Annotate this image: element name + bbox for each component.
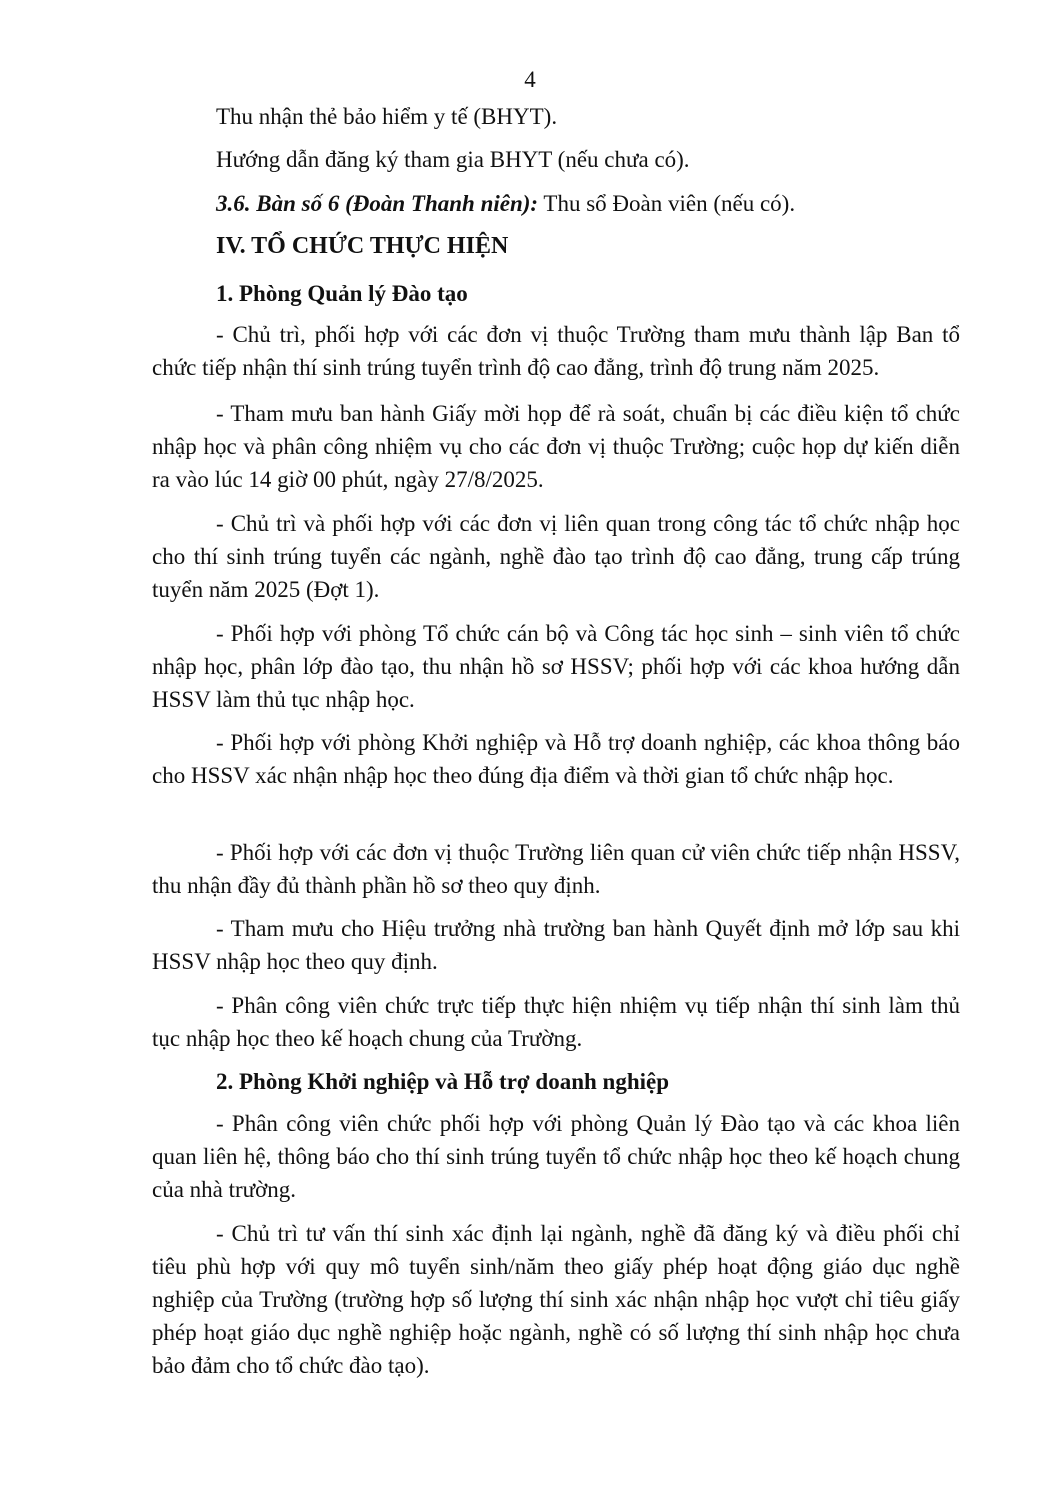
item-3-6-lead: 3.6. Bàn số 6 (Đoàn Thanh niên): [216, 191, 539, 216]
subsection-1-heading: 1. Phòng Quản lý Đào tạo [216, 281, 468, 306]
intro-line-bhyt-guide: Hướng dẫn đăng ký tham gia BHYT (nếu chưa có). [216, 147, 690, 172]
sub1-paragraph: - Phối hợp với phòng Khởi nghiệp và Hỗ trợ doanh nghiệp, các khoa thông báo cho HSSV xác nhận nhập học theo đúng địa điểm và thời gian tổ chức nhập học. [152, 730, 960, 788]
sub1-paragraph: - Chủ trì và phối hợp với các đơn vị liên quan trong công tác tổ chức nhập học cho thí sinh trúng tuyển các ngành, nghề đào tạo trình độ cao đẳng, trung cấp trúng tuyển năm 2025 (Đợt 1). [152, 511, 960, 602]
sub1-paragraph: - Phối hợp với các đơn vị thuộc Trường liên quan cử viên chức tiếp nhận HSSV, thu nhận đầy đủ thành phần hồ sơ theo quy định. [152, 840, 960, 898]
intro-line-bhyt-card: Thu nhận thẻ bảo hiểm y tế (BHYT). [216, 104, 558, 129]
sub1-paragraph: - Tham mưu ban hành Giấy mời họp để rà soát, chuẩn bị các điều kiện tổ chức nhập học và phân công nhiệm vụ cho các đơn vị thuộc Trường; cuộc họp dự kiến diễn ra vào lúc 14 giờ 00 phút, ngày 27/8/2025. [152, 401, 960, 492]
item-3-6-text: Thu sổ Đoàn viên (nếu có). [538, 191, 796, 216]
section-iv-heading: IV. TỔ CHỨC THỰC HIỆN [216, 233, 509, 259]
sub1-paragraph: - Phân công viên chức trực tiếp thực hiện nhiệm vụ tiếp nhận thí sinh làm thủ tục nhập học theo kế hoạch chung của Trường. [152, 993, 960, 1051]
subsection-2-heading: 2. Phòng Khởi nghiệp và Hỗ trợ doanh nghiệp [216, 1069, 670, 1094]
page-number: 4 [524, 67, 536, 92]
item-3-6 [216, 190, 960, 218]
sub1-paragraph: - Tham mưu cho Hiệu trưởng nhà trường ban hành Quyết định mở lớp sau khi HSSV nhập học theo quy định. [152, 916, 960, 974]
sub2-paragraph: - Phân công viên chức phối hợp với phòng Quản lý Đào tạo và các khoa liên quan liên hệ, thông báo cho thí sinh trúng tuyển tổ chức nhập học theo kế hoạch chung của nhà trường. [152, 1111, 960, 1202]
sub1-paragraph: - Phối hợp với phòng Tổ chức cán bộ và Công tác học sinh – sinh viên tổ chức nhập học, phân lớp đào tạo, thu nhận hồ sơ HSSV; phối hợp với các khoa hướng dẫn HSSV làm thủ tục nhập học. [152, 621, 960, 712]
sub1-paragraph: - Chủ trì, phối hợp với các đơn vị thuộc Trường tham mưu thành lập Ban tổ chức tiếp nhận thí sinh trúng tuyển trình độ cao đẳng, trình độ trung năm 2025. [152, 322, 960, 380]
sub2-paragraph: - Chủ trì tư vấn thí sinh xác định lại ngành, nghề đã đăng ký và điều phối chỉ tiêu phù hợp với quy mô tuyển sinh/năm theo giấy phép hoạt động giáo dục nghề nghiệp của Trường (trường hợp số lượng thí sinh xác nhận nhập học vượt chỉ tiêu giấy phép hoạt giáo dục nghề nghiệp hoặc ngành, nghề có số lượng thí sinh nhập học chưa bảo đảm cho tổ chức đào tạo). [152, 1221, 960, 1378]
